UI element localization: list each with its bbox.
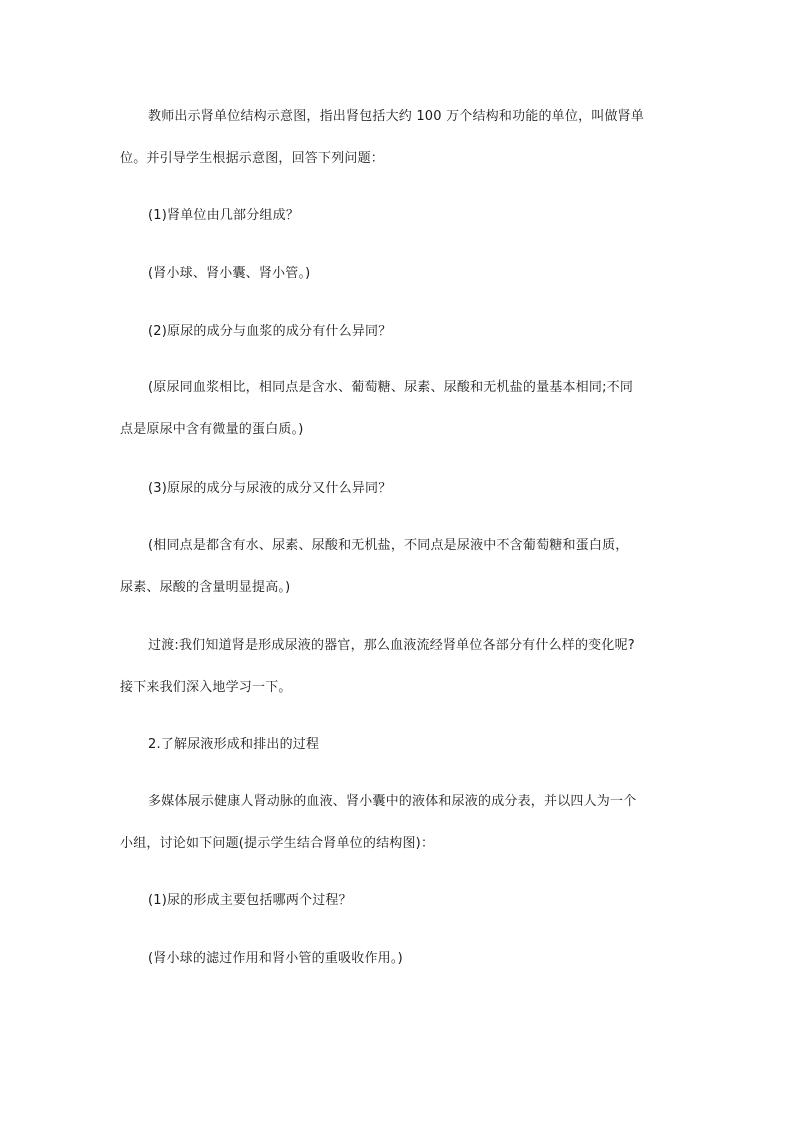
question-2: (2)原尿的成分与血浆的成分有什么异同？ bbox=[148, 324, 392, 339]
paragraph-intro-line-1: 教师出示肾单位结构示意图，指出肾包括大约 100 万个结构和功能的单位，叫做肾单 bbox=[148, 109, 645, 124]
answer-3-line-1: (相同点是都含有水、尿素、尿酸和无机盐，不同点是尿液中不含葡萄糖和蛋白质， bbox=[148, 538, 629, 553]
question-4: (1)尿的形成主要包括哪两个过程？ bbox=[148, 893, 352, 908]
answer-1: (肾小球、肾小囊、肾小管。) bbox=[148, 266, 311, 281]
paragraph-intro-line-2: 位。并引导学生根据示意图，回答下列问题： bbox=[120, 151, 385, 166]
question-3: (3)原尿的成分与尿液的成分又什么异同？ bbox=[148, 481, 392, 496]
answer-2-line-2: 点是原尿中含有微量的蛋白质。) bbox=[120, 422, 304, 437]
transition-line-1: 过渡:我们知道肾是形成尿液的器官，那么血液流经肾单位各部分有什么样的变化呢? bbox=[148, 638, 635, 653]
paragraph-media-line-1: 多媒体展示健康人肾动脉的血液、肾小囊中的液体和尿液的成分表，并以四人为一个 bbox=[148, 794, 637, 809]
answer-4: (肾小球的滤过作用和肾小管的重吸收作用。) bbox=[148, 951, 403, 966]
answer-2-line-1: (原尿同血浆相比，相同点是含水、葡萄糖、尿素、尿酸和无机盐的量基本相同;不同 bbox=[148, 380, 634, 395]
question-1: (1)肾单位由几部分组成？ bbox=[148, 208, 300, 223]
transition-line-2: 接下来我们深入地学习一下。 bbox=[120, 680, 292, 695]
answer-3-line-2: 尿素、尿酸的含量明显提高。) bbox=[120, 580, 291, 595]
paragraph-media-line-2: 小组，讨论如下问题(提示学生结合肾单位的结构图)： bbox=[120, 836, 435, 851]
section-heading-2: 2.了解尿液形成和排出的过程 bbox=[148, 737, 320, 752]
